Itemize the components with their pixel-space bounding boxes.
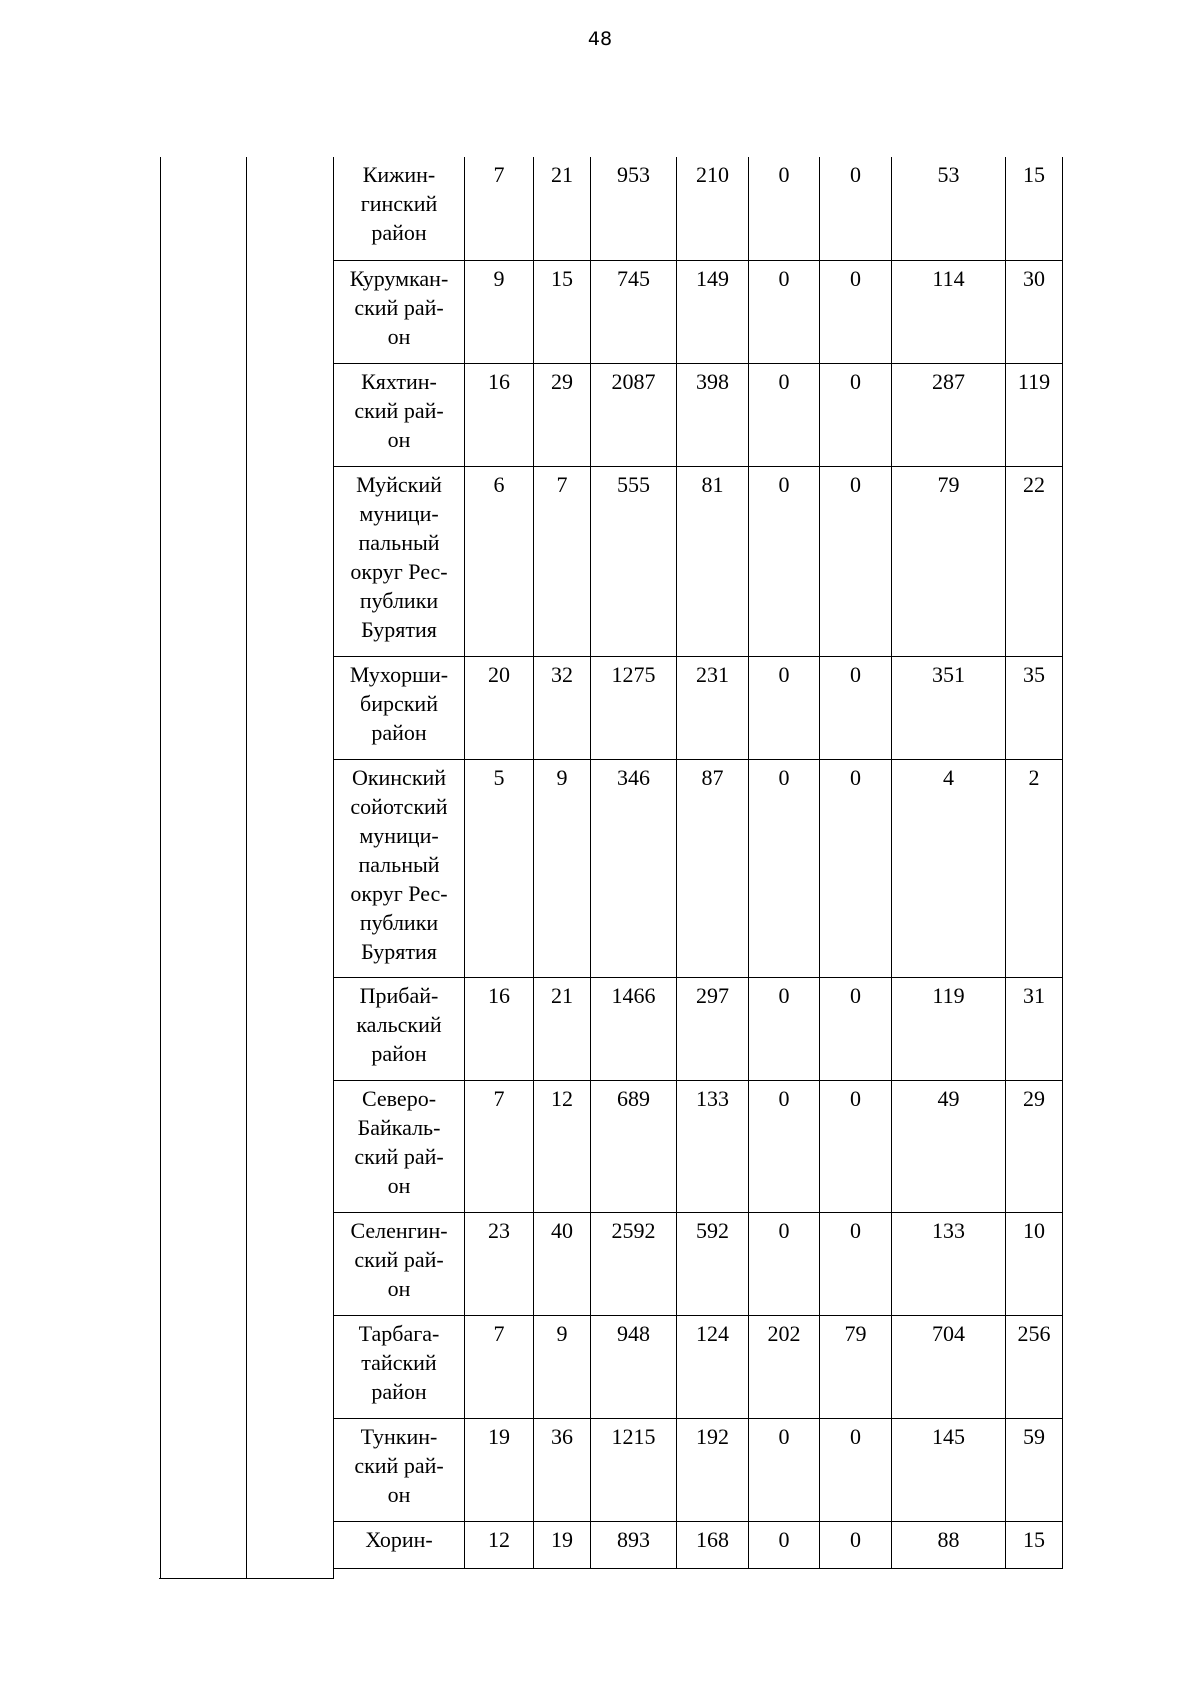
value-cell: 79 xyxy=(820,1315,892,1418)
value-cell: 6 xyxy=(465,466,534,656)
value-cell: 59 xyxy=(1006,1418,1063,1521)
value-cell: 0 xyxy=(820,1080,892,1212)
value-cell: 0 xyxy=(749,656,820,759)
value-cell: 88 xyxy=(892,1521,1006,1568)
value-cell: 124 xyxy=(677,1315,749,1418)
table-bottom-border xyxy=(159,1578,334,1579)
table-row xyxy=(334,466,1063,656)
value-cell: 287 xyxy=(892,363,1006,466)
value-cell: 0 xyxy=(820,759,892,977)
table-row xyxy=(334,363,1063,466)
value-cell: 19 xyxy=(534,1521,591,1568)
value-cell: 1215 xyxy=(591,1418,677,1521)
value-cell: 30 xyxy=(1006,260,1063,363)
value-cell: 2 xyxy=(1006,759,1063,977)
value-cell: 119 xyxy=(1006,363,1063,466)
district-name-cell: Окинский сойотский муници- пальный округ Рес- публики Бурятия xyxy=(334,759,465,977)
value-cell: 0 xyxy=(749,157,820,260)
value-cell: 49 xyxy=(892,1080,1006,1212)
value-cell: 12 xyxy=(465,1521,534,1568)
value-cell: 16 xyxy=(465,363,534,466)
value-cell: 19 xyxy=(465,1418,534,1521)
value-cell: 0 xyxy=(820,977,892,1080)
value-cell: 1275 xyxy=(591,656,677,759)
value-cell: 21 xyxy=(534,977,591,1080)
value-cell: 10 xyxy=(1006,1212,1063,1315)
value-cell: 231 xyxy=(677,656,749,759)
value-cell: 22 xyxy=(1006,466,1063,656)
district-name-cell: Кижин- гинский район xyxy=(334,157,465,260)
merged-columns xyxy=(160,157,334,1579)
column-border-2 xyxy=(246,157,247,1579)
district-name-cell: Муйский муници- пальный округ Рес- публики Бурятия xyxy=(334,466,465,656)
district-name-cell: Хорин- xyxy=(334,1521,465,1568)
district-name-cell: Тункин- ский рай- он xyxy=(334,1418,465,1521)
value-cell: 592 xyxy=(677,1212,749,1315)
value-cell: 0 xyxy=(749,260,820,363)
table-row xyxy=(334,977,1063,1080)
value-cell: 133 xyxy=(892,1212,1006,1315)
value-cell: 168 xyxy=(677,1521,749,1568)
value-cell: 5 xyxy=(465,759,534,977)
table-row xyxy=(334,1212,1063,1315)
value-cell: 7 xyxy=(465,1315,534,1418)
value-cell: 2087 xyxy=(591,363,677,466)
value-cell: 689 xyxy=(591,1080,677,1212)
value-cell: 9 xyxy=(534,759,591,977)
value-cell: 192 xyxy=(677,1418,749,1521)
table-row xyxy=(334,157,1063,260)
value-cell: 0 xyxy=(820,466,892,656)
value-cell: 0 xyxy=(820,363,892,466)
value-cell: 0 xyxy=(749,466,820,656)
value-cell: 0 xyxy=(820,260,892,363)
district-name-cell: Тарбага- тайский район xyxy=(334,1315,465,1418)
value-cell: 9 xyxy=(534,1315,591,1418)
page-number: 48 xyxy=(587,28,613,50)
value-cell: 0 xyxy=(749,363,820,466)
value-cell: 0 xyxy=(749,1418,820,1521)
value-cell: 0 xyxy=(749,759,820,977)
data-table xyxy=(333,157,1063,1569)
value-cell: 0 xyxy=(749,1521,820,1568)
value-cell: 15 xyxy=(1006,1521,1063,1568)
value-cell: 1466 xyxy=(591,977,677,1080)
value-cell: 0 xyxy=(820,157,892,260)
value-cell: 0 xyxy=(749,1080,820,1212)
column-border-1 xyxy=(160,157,161,1579)
table-row xyxy=(334,759,1063,977)
value-cell: 23 xyxy=(465,1212,534,1315)
value-cell: 16 xyxy=(465,977,534,1080)
table-row xyxy=(334,1521,1063,1568)
value-cell: 297 xyxy=(677,977,749,1080)
district-name-cell: Кяхтин- ский рай- он xyxy=(334,363,465,466)
value-cell: 31 xyxy=(1006,977,1063,1080)
value-cell: 12 xyxy=(534,1080,591,1212)
district-name-cell: Прибай- кальский район xyxy=(334,977,465,1080)
table-row xyxy=(334,656,1063,759)
value-cell: 256 xyxy=(1006,1315,1063,1418)
value-cell: 119 xyxy=(892,977,1006,1080)
value-cell: 53 xyxy=(892,157,1006,260)
district-name-cell: Селенгин- ский рай- он xyxy=(334,1212,465,1315)
value-cell: 893 xyxy=(591,1521,677,1568)
value-cell: 398 xyxy=(677,363,749,466)
value-cell: 32 xyxy=(534,656,591,759)
value-cell: 9 xyxy=(465,260,534,363)
value-cell: 7 xyxy=(465,157,534,260)
value-cell: 15 xyxy=(1006,157,1063,260)
value-cell: 29 xyxy=(1006,1080,1063,1212)
value-cell: 346 xyxy=(591,759,677,977)
value-cell: 953 xyxy=(591,157,677,260)
value-cell: 202 xyxy=(749,1315,820,1418)
value-cell: 0 xyxy=(820,656,892,759)
value-cell: 20 xyxy=(465,656,534,759)
value-cell: 7 xyxy=(534,466,591,656)
value-cell: 79 xyxy=(892,466,1006,656)
value-cell: 15 xyxy=(534,260,591,363)
district-name-cell: Северо- Байкаль- ский рай- он xyxy=(334,1080,465,1212)
value-cell: 36 xyxy=(534,1418,591,1521)
value-cell: 81 xyxy=(677,466,749,656)
value-cell: 4 xyxy=(892,759,1006,977)
table-row xyxy=(334,1080,1063,1212)
value-cell: 745 xyxy=(591,260,677,363)
value-cell: 114 xyxy=(892,260,1006,363)
value-cell: 210 xyxy=(677,157,749,260)
value-cell: 35 xyxy=(1006,656,1063,759)
value-cell: 0 xyxy=(749,1212,820,1315)
value-cell: 0 xyxy=(820,1212,892,1315)
district-name-cell: Курумкан- ский рай- он xyxy=(334,260,465,363)
table-row xyxy=(334,1418,1063,1521)
value-cell: 948 xyxy=(591,1315,677,1418)
value-cell: 145 xyxy=(892,1418,1006,1521)
value-cell: 0 xyxy=(820,1418,892,1521)
value-cell: 149 xyxy=(677,260,749,363)
district-name-cell: Мухорши- бирский район xyxy=(334,656,465,759)
value-cell: 0 xyxy=(749,977,820,1080)
value-cell: 0 xyxy=(820,1521,892,1568)
value-cell: 40 xyxy=(534,1212,591,1315)
value-cell: 351 xyxy=(892,656,1006,759)
value-cell: 7 xyxy=(465,1080,534,1212)
value-cell: 555 xyxy=(591,466,677,656)
value-cell: 21 xyxy=(534,157,591,260)
value-cell: 704 xyxy=(892,1315,1006,1418)
value-cell: 2592 xyxy=(591,1212,677,1315)
value-cell: 133 xyxy=(677,1080,749,1212)
value-cell: 29 xyxy=(534,363,591,466)
table-row xyxy=(334,260,1063,363)
value-cell: 87 xyxy=(677,759,749,977)
table-row xyxy=(334,1315,1063,1418)
